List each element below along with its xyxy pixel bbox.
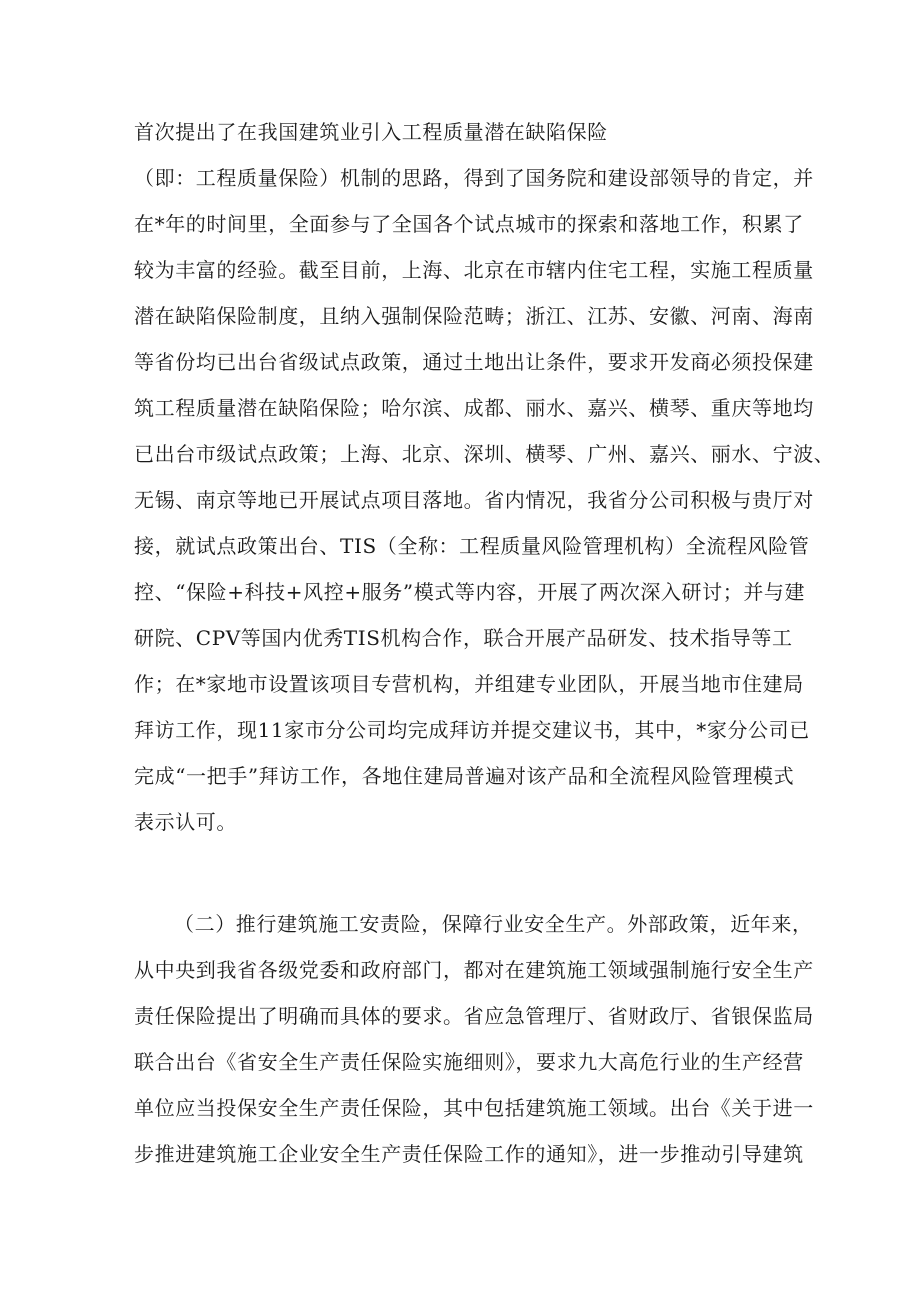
body-text-line: 潜在缺陷保险制度，且纳入强制保险范畴；浙江、江苏、安徽、河南、海南 <box>134 304 814 328</box>
body-text-line: 研院、CPV等国内优秀TIS机构合作，联合开展产品研发、技术指导等工 <box>134 626 793 650</box>
body-text-line: 控、“保险+科技+风控+服务”模式等内容，开展了两次深入研讨；并与建 <box>134 580 806 604</box>
body-text-line: 单位应当投保安全生产责任保险，其中包括建筑施工领域。出台《关于进一 <box>134 1096 814 1120</box>
body-text-line: 接，就试点政策出台、TIS（全称：工程质量风险管理机构）全流程风险管 <box>134 534 810 558</box>
body-text-line: 步推进建筑施工企业安全生产责任保险工作的通知》，进一步推动引导建筑 <box>134 1142 804 1166</box>
body-text-line: 拜访工作，现11家市分公司均完成拜访并提交建议书，其中，*家分公司已 <box>134 718 810 742</box>
body-text-line: 责任保险提出了明确而具体的要求。省应急管理厅、省财政厅、省银保监局 <box>134 1004 814 1028</box>
body-text-line: 表示认可。 <box>134 810 237 834</box>
body-text-line: 完成“一把手”拜访工作，各地住建局普遍对该产品和全流程风险管理模式 <box>134 764 795 788</box>
body-text-line: 已出台市级试点政策；上海、北京、深圳、横琴、广州、嘉兴、丽水、宁波、 <box>134 442 835 466</box>
body-text-line: 作；在*家地市设置该项目专营机构，并组建专业团队，开展当地市住建局 <box>134 672 804 696</box>
body-text-line: 在*年的时间里，全面参与了全国各个试点城市的探索和落地工作，积累了 <box>134 212 804 236</box>
body-text-line: 筑工程质量潜在缺陷保险；哈尔滨、成都、丽水、嘉兴、横琴、重庆等地均 <box>134 396 814 420</box>
body-text-line: （即：工程质量保险）机制的思路，得到了国务院和建设部领导的肯定，并 <box>134 166 814 190</box>
body-text-line: 等省份均已出台省级试点政策，通过土地出让条件，要求开发商必须投保建 <box>134 350 814 374</box>
body-text-line: 无锡、南京等地已开展试点项目落地。省内情况，我省分公司积极与贵厅对 <box>134 488 814 512</box>
body-text-line: 联合出台《省安全生产责任保险实施细则》，要求九大高危行业的生产经营 <box>134 1050 804 1074</box>
section-heading-line: （二）推行建筑施工安责险，保障行业安全生产。外部政策，近年来， <box>174 912 813 936</box>
body-text-line: 首次提出了在我国建筑业引入工程质量潜在缺陷保险 <box>134 120 608 144</box>
body-text-line: 从中央到我省各级党委和政府部门，都对在建筑施工领域强制施行安全生产 <box>134 958 814 982</box>
body-text-line: 较为丰富的经验。截至目前，上海、北京在市辖内住宅工程，实施工程质量 <box>134 258 814 282</box>
